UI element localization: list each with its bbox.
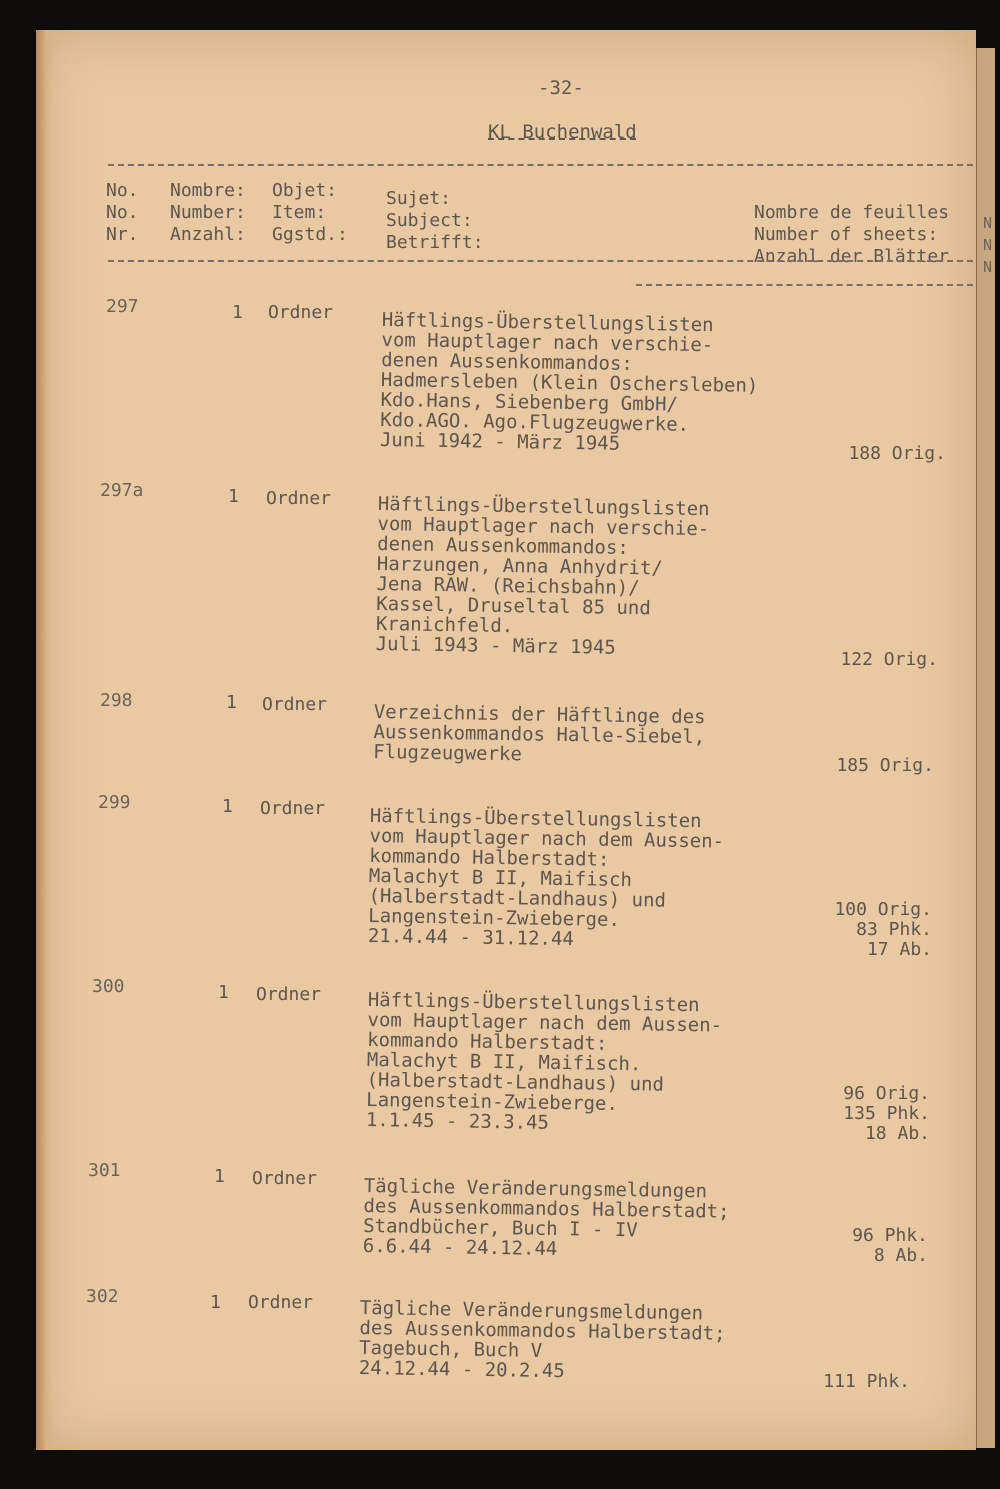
- next-page-fragment: N: [983, 236, 993, 254]
- page-title: KL Buchenwald: [488, 121, 637, 143]
- entry-item: Ordner: [252, 1168, 318, 1189]
- header-count-2: Number:: [170, 202, 246, 223]
- entry-sheets: 96 Phk. 8 Ab.: [852, 1225, 928, 1266]
- header-count-1: Nombre:: [170, 180, 246, 201]
- header-count-3: Anzahl:: [170, 224, 246, 245]
- entry-item: Ordner: [260, 798, 326, 819]
- entry-item: Ordner: [262, 694, 328, 715]
- header-item-1: Objet:: [272, 180, 338, 201]
- entry-description: Tägliche Veränderungsmeldungen des Aussenkommandos Halberstadt; Tagebuch, Buch V 24.12.44 - 20.2.45: [358, 1297, 726, 1383]
- entry-number: 299: [98, 792, 131, 813]
- entry-number: 297a: [100, 480, 144, 501]
- entry-count: 1: [222, 796, 233, 817]
- header-bottom-rule-2: [636, 284, 973, 286]
- entry-item: Ordner: [268, 302, 334, 323]
- entry-count: 1: [218, 982, 229, 1003]
- page-number: -32-: [538, 77, 584, 99]
- header-sheets-1: Nombre de feuilles: [754, 202, 950, 223]
- entry-item: Ordner: [266, 488, 332, 509]
- entry-number: 301: [88, 1160, 121, 1181]
- entry-description: Tägliche Veränderungsmeldungen des Aussenkommandos Halberstadt; Standbücher, Buch I - IV 6.6.44 - 24.12.44: [362, 1175, 730, 1261]
- entry-description: Häftlings-Überstellungslisten vom Hauptlager nach dem Aussen- kommando Halberstadt: Malachyt B II, Maifisch (Halberstadt-Landhaus) und Langenstein-Zwieberge. 21.4.44 - 31.12.44: [367, 805, 725, 951]
- entry-number: 302: [86, 1286, 119, 1307]
- header-top-rule: [108, 164, 973, 166]
- header-sheets-3: Anzahl der Blätter: [754, 246, 950, 267]
- header-subject-1: Sujet:: [386, 188, 452, 209]
- entry-sheets: 100 Orig. 83 Phk. 17 Ab.: [834, 899, 932, 960]
- entry-sheets: 122 Orig.: [840, 649, 938, 670]
- header-item-2: Item:: [272, 202, 327, 223]
- entry-count: 1: [232, 302, 243, 323]
- entry-description: Häftlings-Überstellungslisten vom Hauptlager nach verschie- denen Aussenkommandos: Hadmersleben (Klein Oschersleben) Kdo.Hans, Siebenberg GmbH/ Kdo.AGO. Ago.Flugzeugwerke. Juni 1942 - März 1945: [379, 309, 759, 455]
- entry-number: 297: [106, 296, 139, 317]
- entry-description: Häftlings-Überstellungslisten vom Hauptlager nach verschie- denen Aussenkommandos: Harzungen, Anna Anhydrit/ Jena RAW. (Reichsbahn)/ Kassel, Druseltal 85 und Kranichfeld. Juli 1943 - März 1945: [375, 493, 710, 659]
- entry-sheets: 96 Orig. 135 Phk. 18 Ab.: [843, 1083, 930, 1144]
- next-page-fragment: N: [983, 258, 993, 276]
- entry-number: 300: [92, 976, 125, 997]
- entry-sheets: 111 Phk.: [823, 1371, 910, 1392]
- entry-item: Ordner: [256, 984, 322, 1005]
- next-page-fragment: N: [983, 214, 993, 232]
- entry-description: Verzeichnis der Häftlinge des Aussenkommandos Halle-Siebel, Flugzeugwerke: [373, 701, 706, 766]
- entry-count: 1: [214, 1166, 225, 1187]
- header-sheets-2: Number of sheets:: [754, 224, 939, 245]
- header-no-2: No.: [106, 202, 139, 223]
- entry-sheets: 185 Orig.: [836, 755, 934, 776]
- entry-count: 1: [226, 692, 237, 713]
- entry-sheets: 188 Orig.: [848, 443, 946, 464]
- entry-item: Ordner: [248, 1292, 314, 1313]
- next-page-edge: [976, 48, 995, 1448]
- header-no-1: No.: [106, 180, 139, 201]
- entry-number: 298: [100, 690, 133, 711]
- document-page: [36, 30, 976, 1450]
- entry-count: 1: [210, 1292, 221, 1313]
- header-bottom-rule: [108, 260, 973, 262]
- entry-description: Häftlings-Überstellungslisten vom Hauptlager nach dem Aussen- kommando Halberstadt: Malachyt B II, Maifisch. (Halberstadt-Landhaus) und Langenstein-Zwieberge. 1.1.45 - 23.3.45: [365, 989, 723, 1134]
- header-item-3: Ggstd.:: [272, 224, 348, 245]
- header-subject-3: Betrifft:: [386, 232, 484, 253]
- entry-count: 1: [228, 486, 239, 507]
- header-no-3: Nr.: [106, 224, 139, 245]
- header-subject-2: Subject:: [386, 210, 473, 231]
